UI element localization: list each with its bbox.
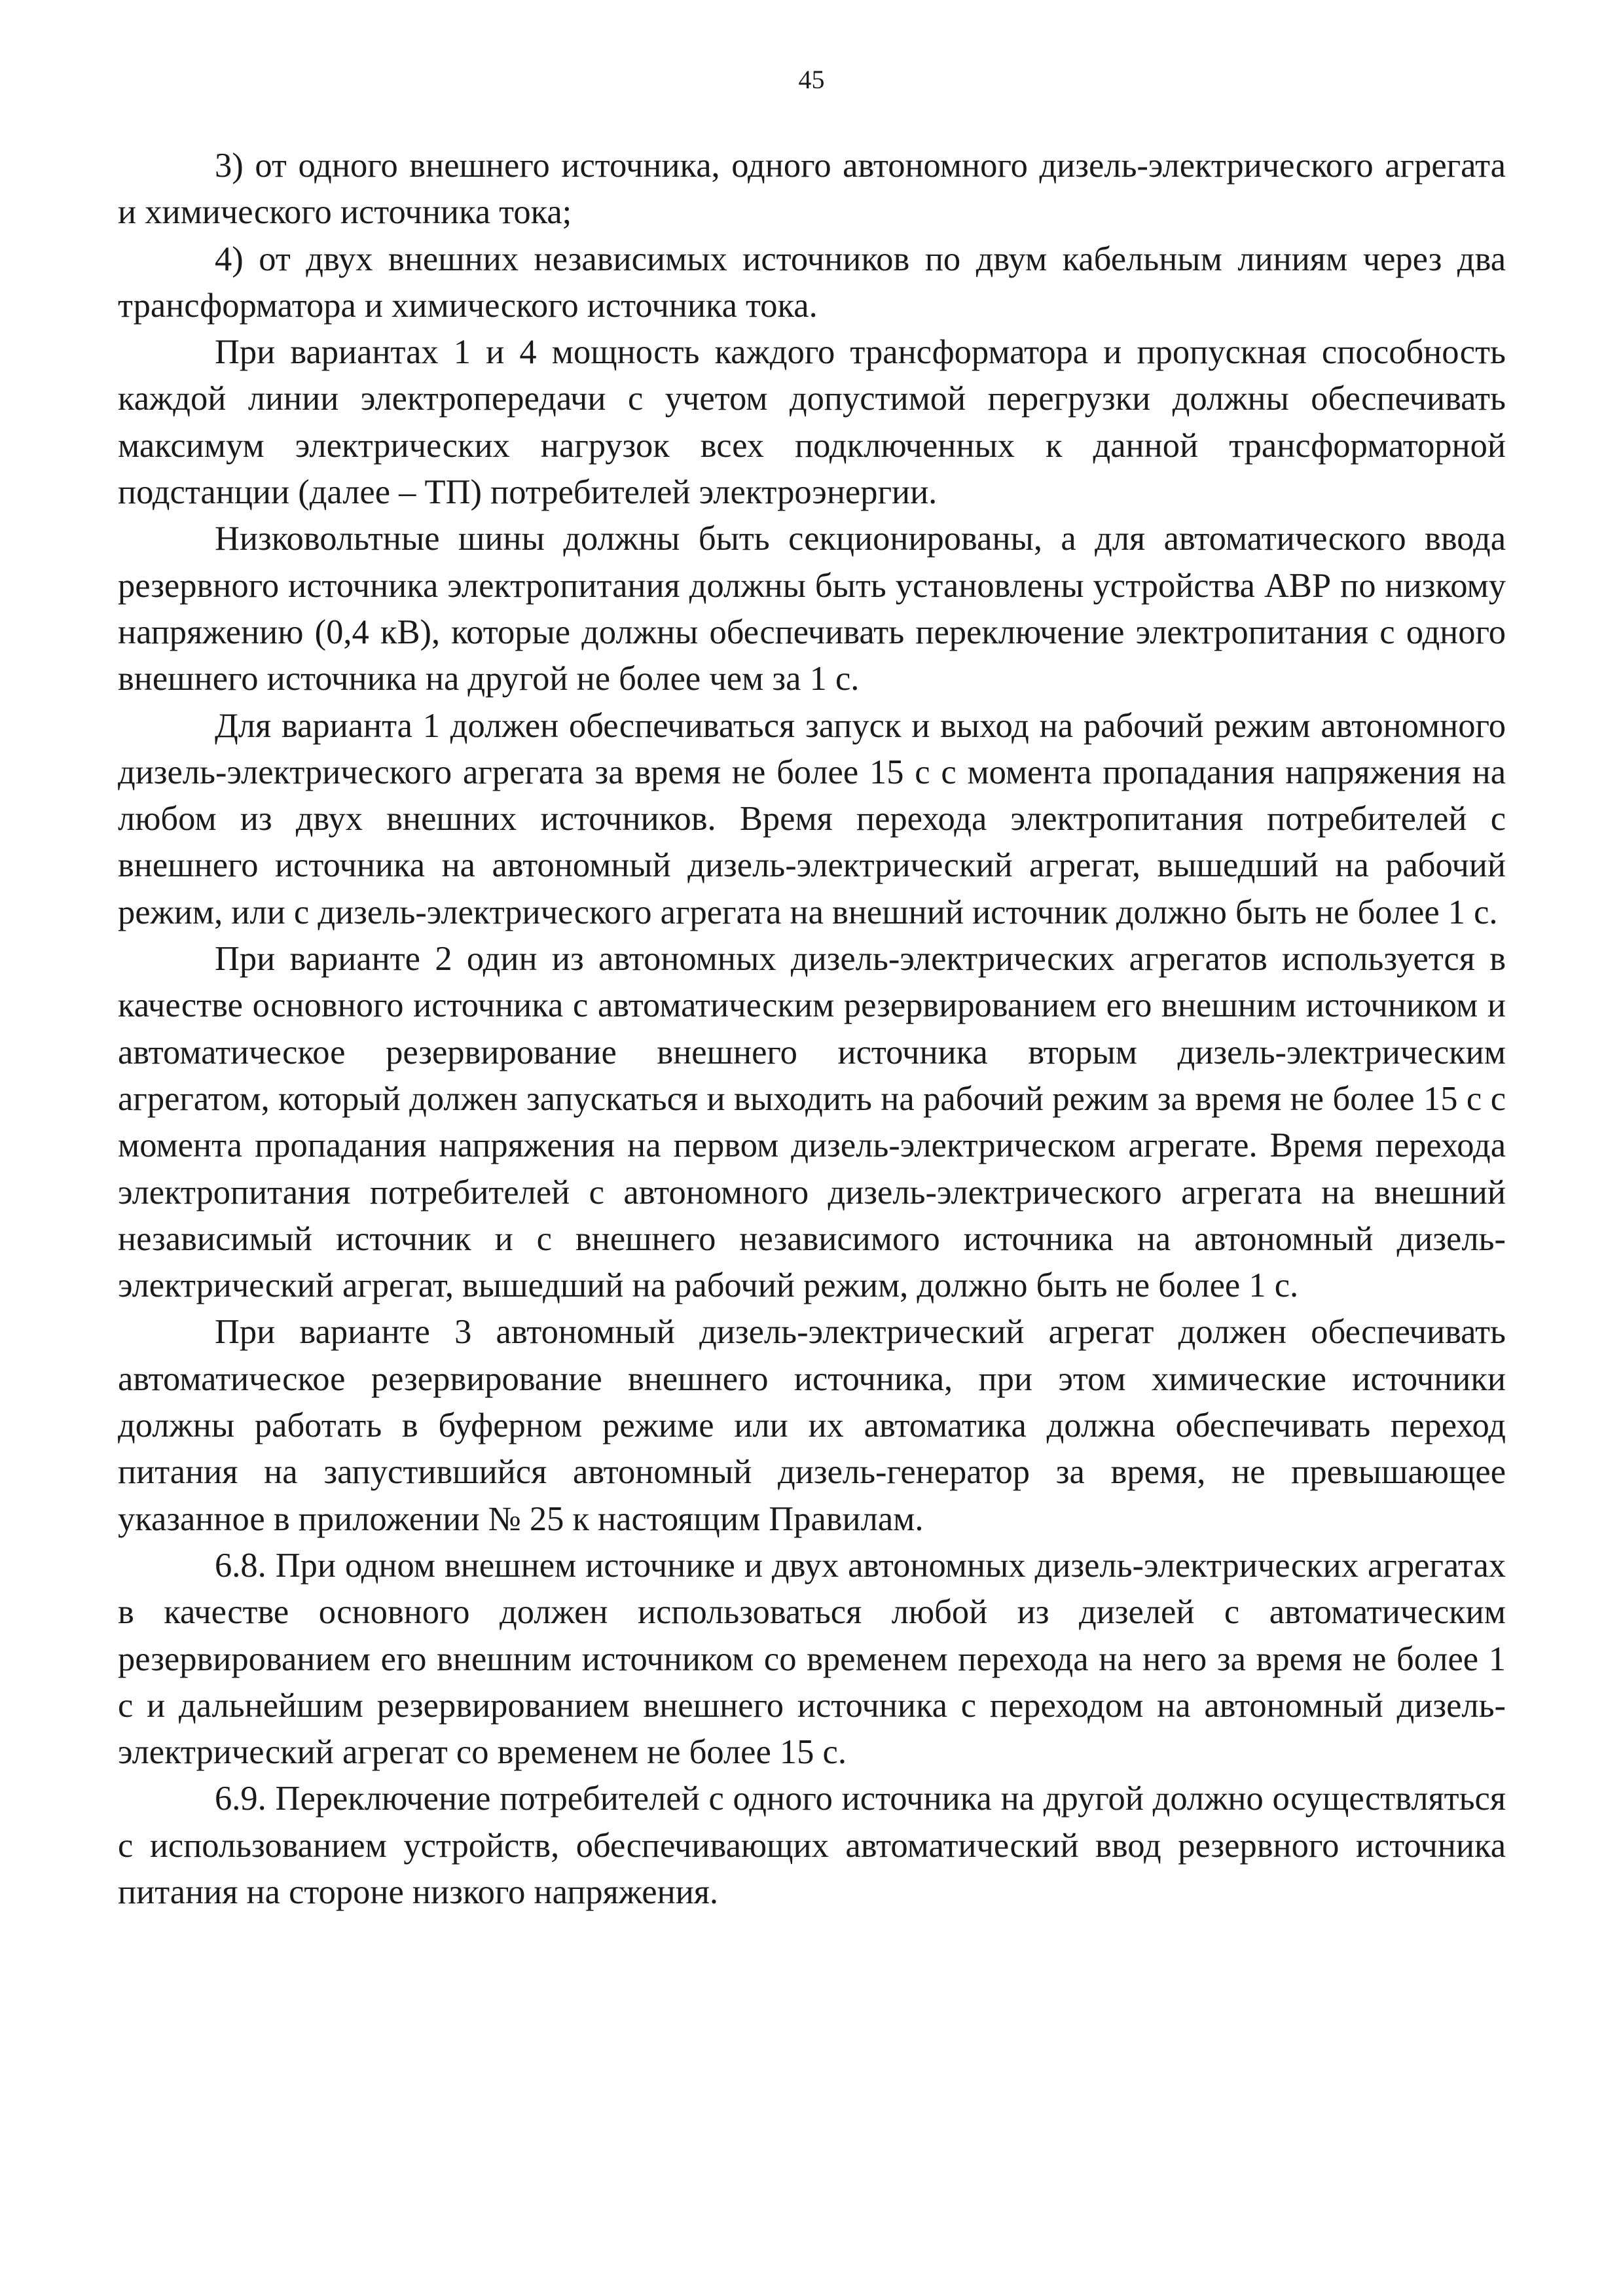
paragraph-variants-1-4: При вариантах 1 и 4 мощность каждого трансформатора и пропускная способность каждой линии электропередачи с учетом допустимой перегрузки должны обеспечивать максимум электрических нагрузок всех подключенных к данной трансформаторной подстанции (далее – ТП) потребителей электроэнергии. xyxy=(118,333,1506,512)
paragraph-section-6-8: 6.8. При одном внешнем источнике и двух автономных дизель-электрических агрегатах в качестве основного должен использоваться любой из дизелей с автоматическим резервированием его внешним источником со временем перехода на него за время не более 1 с и дальнейшим резервированием внешнего источника с переходом на автономный дизель-электрический агрегат со временем не более 15 с. xyxy=(118,1546,1506,1772)
paragraph-low-voltage-buses: Низковольтные шины должны быть секционированы, а для автоматического ввода резервного источника электропитания должны быть установлены устройства АВР по низкому напряжению (0,4 кВ), которые должны обеспечивать переключение электропитания с одного внешнего источника на другой не более чем за 1 с. xyxy=(118,520,1506,698)
page-number: 45 xyxy=(798,65,825,94)
document-body xyxy=(118,143,1506,1916)
paragraph-variant-2: При варианте 2 один из автономных дизель-электрических агрегатов используется в качестве основного источника с автоматическим резервированием его внешним источником и автоматическое резервирование внешнего источника вторым дизель-электрическим агрегатом, который должен запускаться и выходить на рабочий режим за время не более 15 с с момента пропадания напряжения на первом дизель-электрическом агрегате. Время перехода электропитания потребителей с автономного дизель-электрического агрегата на внешний независимый источник и с внешнего независимого источника на автономный дизель-электрический агрегат, вышедший на рабочий режим, должно быть не более 1 с. xyxy=(118,940,1506,1305)
paragraph-item-3: 3) от одного внешнего источника, одного автономного дизель-электрического агрегата и химического источника тока; xyxy=(118,147,1506,232)
paragraph-section-6-9: 6.9. Переключение потребителей с одного источника на другой должно осуществляться с использованием устройств, обеспечивающих автоматический ввод резервного источника питания на стороне низкого напряжения. xyxy=(118,1780,1506,1911)
paragraph-item-4: 4) от двух внешних независимых источников по двум кабельным линиям через два трансформатора и химического источника тока. xyxy=(118,240,1506,325)
paragraph-variant-3: При варианте 3 автономный дизель-электрический агрегат должен обеспечивать автоматическое резервирование внешнего источника, при этом химические источники должны работать в буферном режиме или их автоматика должна обеспечивать переход питания на запустившийся автономный дизель-генератор за время, не превышающее указанное в приложении № 25 к настоящим Правилам. xyxy=(118,1313,1506,1538)
paragraph-variant-1: Для варианта 1 должен обеспечиваться запуск и выход на рабочий режим автономного дизель-электрического агрегата за время не более 15 с с момента пропадания напряжения на любом из двух внешних источников. Время перехода электропитания потребителей с внешнего источника на автономный дизель-электрический агрегат, вышедший на рабочий режим, или с дизель-электрического агрегата на внешний источник должно быть не более 1 с. xyxy=(118,706,1506,931)
